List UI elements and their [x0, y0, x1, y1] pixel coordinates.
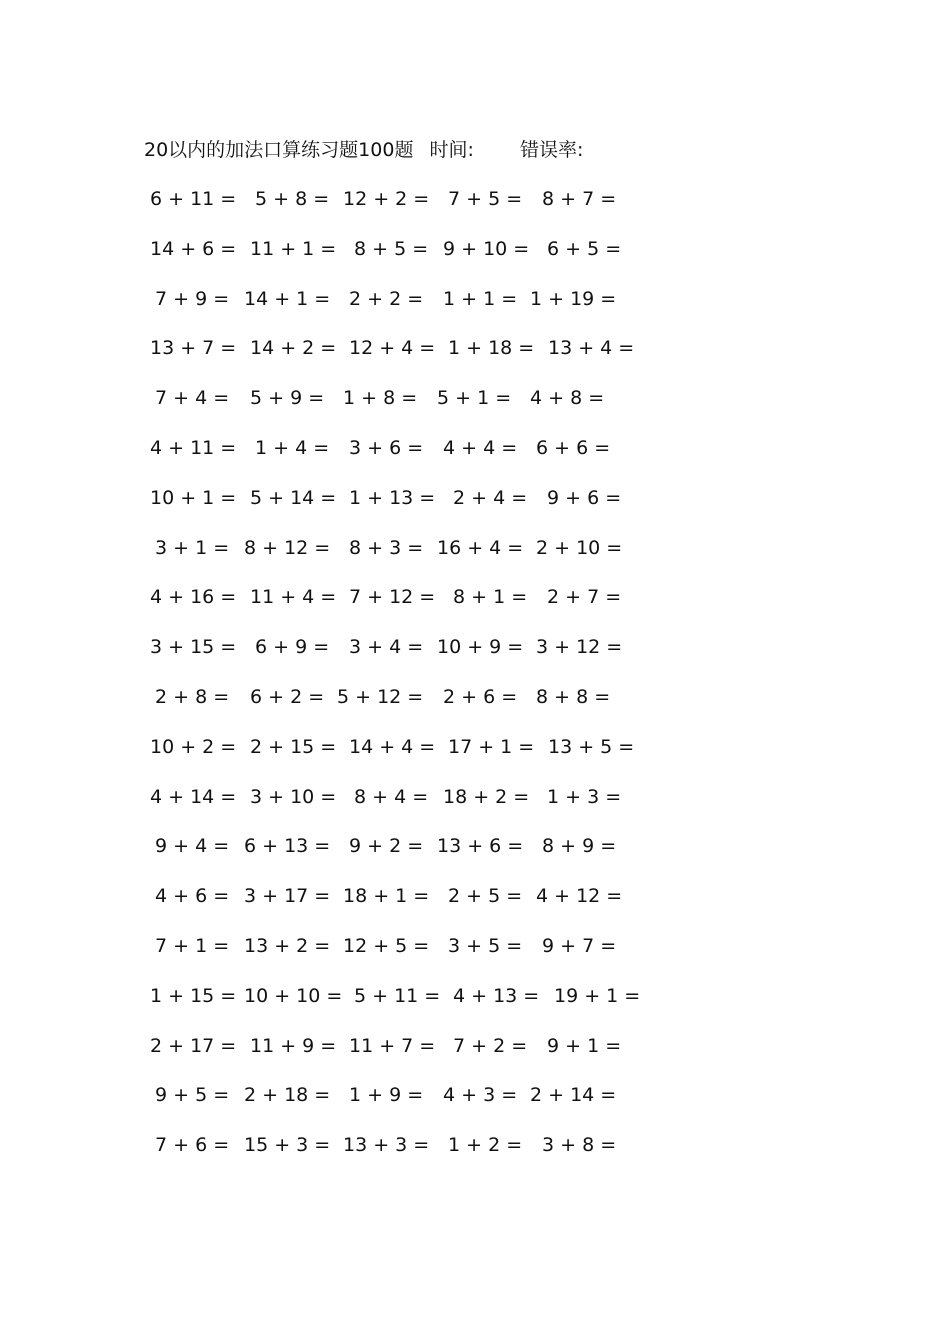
addition-problem: 6 + 5 = [547, 237, 622, 260]
addition-problem: 1 + 9 = [349, 1084, 424, 1107]
addition-problem: 2 + 15 = [250, 735, 337, 758]
addition-problem: 11 + 1 = [250, 237, 337, 260]
addition-problem: 6 + 9 = [255, 636, 330, 659]
addition-problem: 8 + 5 = [354, 237, 429, 260]
problem-row [0, 981, 950, 1031]
addition-problem: 5 + 9 = [250, 387, 325, 410]
addition-problem: 13 + 3 = [343, 1134, 430, 1157]
addition-problem: 8 + 9 = [542, 835, 617, 858]
addition-problem: 3 + 4 = [349, 636, 424, 659]
addition-problem: 19 + 1 = [554, 984, 641, 1007]
addition-problem: 2 + 18 = [244, 1084, 331, 1107]
addition-problem: 3 + 12 = [536, 636, 623, 659]
addition-problem: 1 + 13 = [349, 486, 436, 509]
addition-problem: 3 + 17 = [244, 885, 331, 908]
addition-problem: 13 + 7 = [150, 337, 237, 360]
problem-row [0, 582, 950, 632]
addition-problem: 5 + 11 = [354, 984, 441, 1007]
addition-problem: 9 + 5 = [155, 1084, 230, 1107]
time-label: 时间: [429, 139, 474, 161]
addition-problem: 8 + 8 = [536, 685, 611, 708]
problem-row [0, 1080, 950, 1130]
addition-problem: 2 + 17 = [150, 1034, 237, 1057]
problem-row [0, 234, 950, 284]
problem-grid [0, 184, 950, 1180]
addition-problem: 12 + 5 = [343, 934, 430, 957]
addition-problem: 9 + 10 = [443, 237, 530, 260]
addition-problem: 2 + 4 = [453, 486, 528, 509]
problem-row [0, 184, 950, 234]
addition-problem: 3 + 6 = [349, 436, 424, 459]
addition-problem: 16 + 4 = [437, 536, 524, 559]
addition-problem: 8 + 7 = [542, 188, 617, 210]
addition-problem: 4 + 12 = [536, 885, 623, 908]
addition-problem: 2 + 14 = [530, 1084, 617, 1107]
error-rate-label: 错误率: [519, 139, 584, 161]
addition-problem: 13 + 4 = [548, 337, 635, 360]
addition-problem: 5 + 12 = [337, 685, 424, 708]
addition-problem: 3 + 1 = [155, 536, 230, 559]
addition-problem: 9 + 4 = [155, 835, 230, 858]
addition-problem: 7 + 5 = [448, 188, 523, 210]
addition-problem: 9 + 6 = [547, 486, 622, 509]
problem-row [0, 782, 950, 832]
addition-problem: 1 + 18 = [448, 337, 535, 360]
addition-problem: 1 + 19 = [530, 287, 617, 310]
addition-problem: 1 + 3 = [547, 785, 622, 808]
addition-problem: 10 + 1 = [150, 486, 237, 509]
addition-problem: 17 + 1 = [448, 735, 535, 758]
addition-problem: 6 + 13 = [244, 835, 331, 858]
addition-problem: 13 + 5 = [548, 735, 635, 758]
addition-problem: 4 + 4 = [443, 436, 518, 459]
addition-problem: 4 + 14 = [150, 785, 237, 808]
worksheet-title: 20以内的加法口算练习题100题 [144, 139, 414, 161]
addition-problem: 6 + 11 = [150, 188, 237, 210]
addition-problem: 4 + 6 = [155, 885, 230, 908]
addition-problem: 5 + 1 = [437, 387, 512, 410]
addition-problem: 7 + 9 = [155, 287, 230, 310]
addition-problem: 10 + 2 = [150, 735, 237, 758]
addition-problem: 7 + 12 = [349, 586, 436, 609]
problem-row [0, 383, 950, 433]
addition-problem: 8 + 1 = [453, 586, 528, 609]
problem-row [0, 1031, 950, 1081]
problem-row [0, 333, 950, 383]
addition-problem: 12 + 2 = [343, 188, 430, 210]
worksheet-header [144, 136, 583, 164]
addition-problem: 4 + 11 = [150, 436, 237, 459]
addition-problem: 3 + 8 = [542, 1134, 617, 1157]
problem-row [0, 433, 950, 483]
addition-problem: 3 + 5 = [448, 934, 523, 957]
addition-problem: 13 + 2 = [244, 934, 331, 957]
addition-problem: 9 + 2 = [349, 835, 424, 858]
addition-problem: 4 + 13 = [453, 984, 540, 1007]
addition-problem: 14 + 2 = [250, 337, 337, 360]
addition-problem: 5 + 8 = [255, 188, 330, 210]
problem-row [0, 881, 950, 931]
addition-problem: 2 + 5 = [448, 885, 523, 908]
addition-problem: 4 + 16 = [150, 586, 237, 609]
addition-problem: 10 + 9 = [437, 636, 524, 659]
addition-problem: 14 + 6 = [150, 237, 237, 260]
addition-problem: 7 + 6 = [155, 1134, 230, 1157]
addition-problem: 7 + 4 = [155, 387, 230, 410]
addition-problem: 4 + 8 = [530, 387, 605, 410]
addition-problem: 2 + 10 = [536, 536, 623, 559]
addition-problem: 8 + 12 = [244, 536, 331, 559]
problem-row [0, 533, 950, 583]
addition-problem: 11 + 4 = [250, 586, 337, 609]
addition-problem: 15 + 3 = [244, 1134, 331, 1157]
addition-problem: 14 + 1 = [244, 287, 331, 310]
addition-problem: 9 + 7 = [542, 934, 617, 957]
addition-problem: 11 + 9 = [250, 1034, 337, 1057]
addition-problem: 6 + 2 = [250, 685, 325, 708]
addition-problem: 3 + 10 = [250, 785, 337, 808]
addition-problem: 7 + 1 = [155, 934, 230, 957]
addition-problem: 2 + 7 = [547, 586, 622, 609]
addition-problem: 2 + 8 = [155, 685, 230, 708]
addition-problem: 3 + 15 = [150, 636, 237, 659]
addition-problem: 1 + 4 = [255, 436, 330, 459]
problem-row [0, 1130, 950, 1180]
problem-row [0, 732, 950, 782]
problem-row [0, 831, 950, 881]
addition-problem: 10 + 10 = [244, 984, 343, 1007]
problem-row [0, 682, 950, 732]
addition-problem: 1 + 2 = [448, 1134, 523, 1157]
addition-problem: 2 + 2 = [349, 287, 424, 310]
addition-problem: 9 + 1 = [547, 1034, 622, 1057]
addition-problem: 5 + 14 = [250, 486, 337, 509]
addition-problem: 18 + 2 = [443, 785, 530, 808]
problem-row [0, 632, 950, 682]
addition-problem: 4 + 3 = [443, 1084, 518, 1107]
addition-problem: 6 + 6 = [536, 436, 611, 459]
addition-problem: 1 + 8 = [343, 387, 418, 410]
problem-row [0, 483, 950, 533]
addition-problem: 12 + 4 = [349, 337, 436, 360]
addition-problem: 1 + 1 = [443, 287, 518, 310]
addition-problem: 1 + 15 = [150, 984, 237, 1007]
addition-problem: 8 + 3 = [349, 536, 424, 559]
addition-problem: 8 + 4 = [354, 785, 429, 808]
problem-row [0, 931, 950, 981]
addition-problem: 14 + 4 = [349, 735, 436, 758]
addition-problem: 13 + 6 = [437, 835, 524, 858]
addition-problem: 7 + 2 = [453, 1034, 528, 1057]
addition-problem: 18 + 1 = [343, 885, 430, 908]
addition-problem: 11 + 7 = [349, 1034, 436, 1057]
addition-problem: 2 + 6 = [443, 685, 518, 708]
problem-row [0, 284, 950, 334]
